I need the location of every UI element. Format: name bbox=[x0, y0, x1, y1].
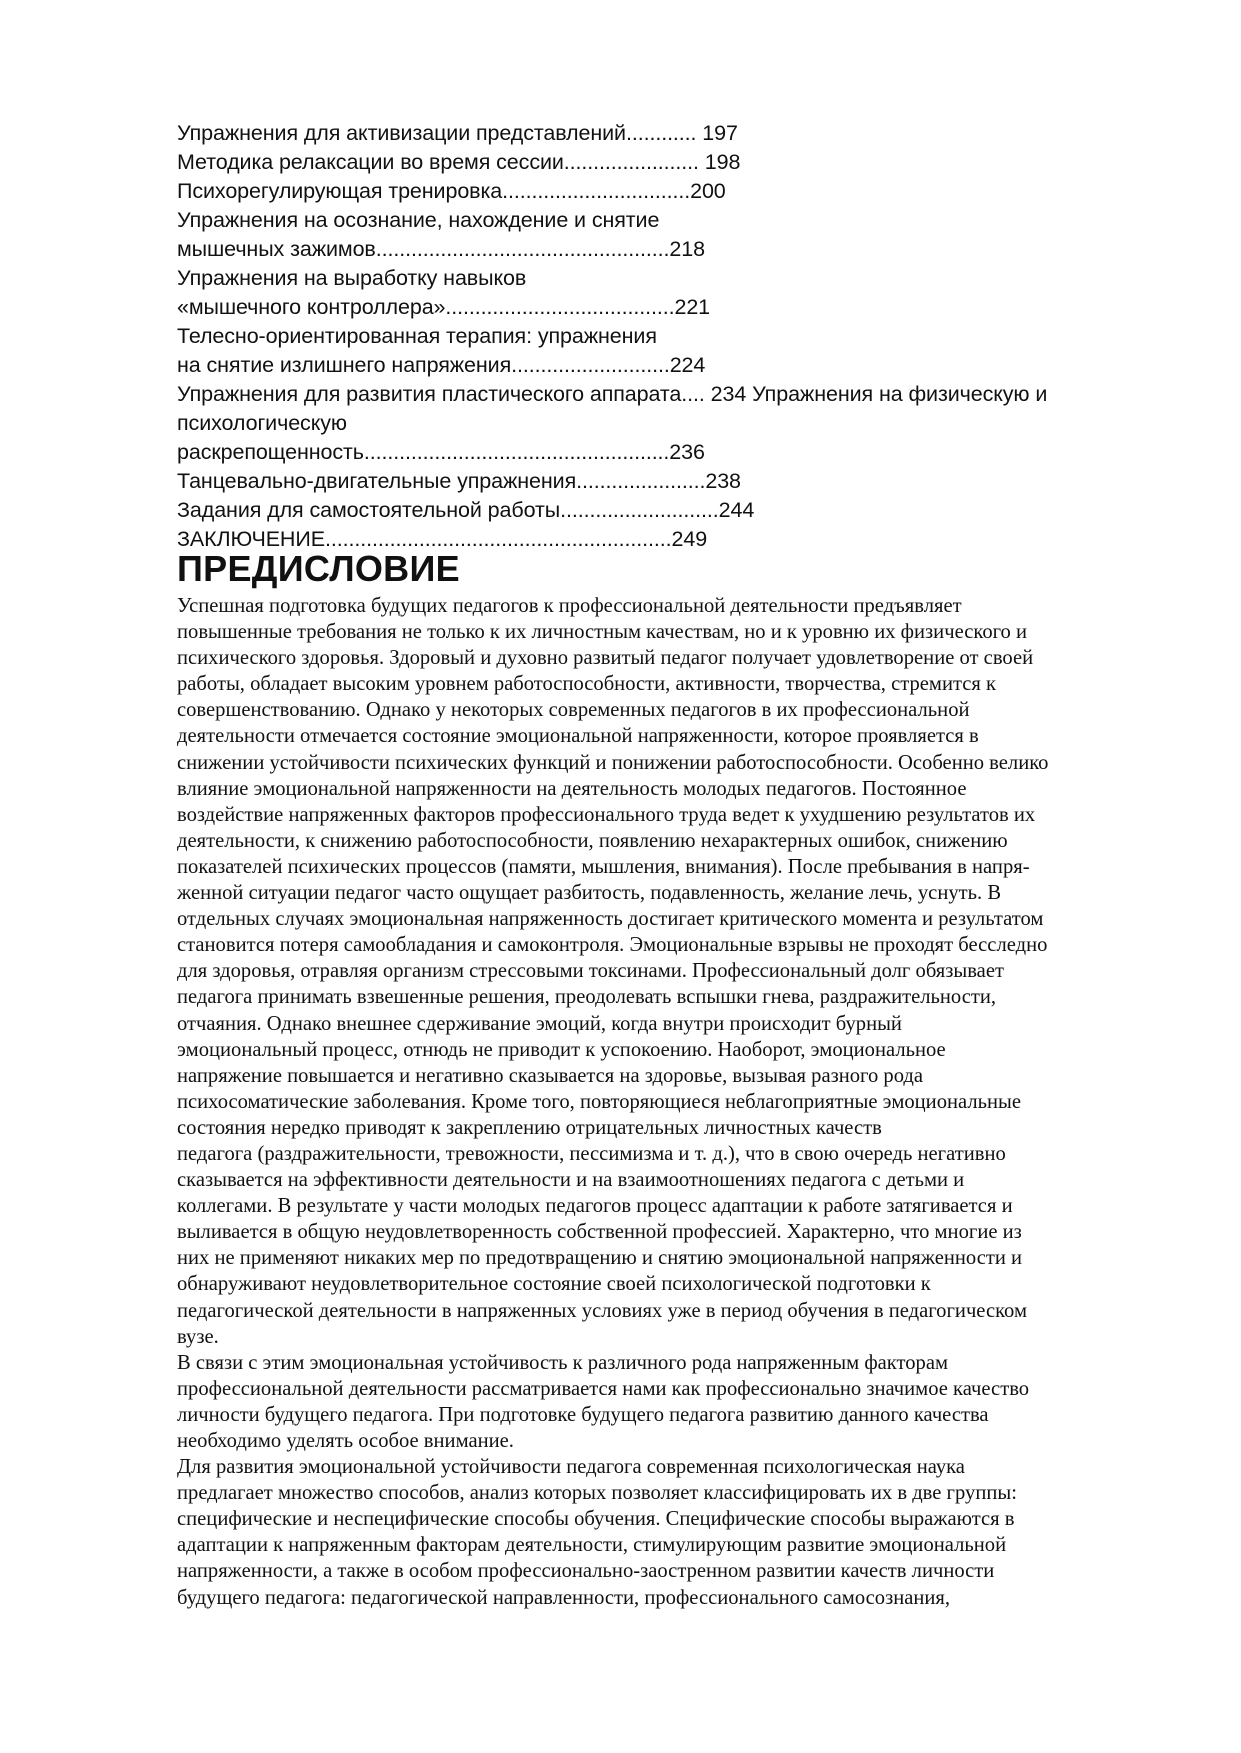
toc-entry: Упражнения для активизации представлений............ 197 bbox=[177, 121, 738, 145]
toc-entry: Задания для самостоятельной работы...........................244 bbox=[177, 498, 755, 522]
body-line: повышенные требования не только к их личностным качествам, но и к уровню их физического и bbox=[177, 621, 1028, 644]
body-line: обнаруживают неудовлетворительное состояние своей психологической подготовки к bbox=[177, 1273, 931, 1296]
body-line: выливается в общую неудовлетворенность собственной профессией. Характерно, что многие из bbox=[177, 1221, 1022, 1244]
toc-entry: Упражнения для развития пластического аппарата.... 234 Упражнения на физическую и bbox=[177, 382, 1048, 406]
body-line: становится потеря самообладания и самоконтроля. Эмоциональные взрывы не проходят бесследно bbox=[177, 934, 1048, 957]
body-line: влияние эмоциональной напряженности на деятельность молодых педагогов. Постоянное bbox=[177, 777, 967, 800]
body-line: состояния нередко приводят к закреплению отрицательных личностных качеств bbox=[177, 1116, 882, 1139]
toc-entry: Упражнения на выработку навыков bbox=[177, 266, 527, 290]
toc-entry: «мышечного контроллера».......................................221 bbox=[177, 295, 711, 319]
body-line: совершенствованию. Однако у некоторых современных педагогов в их профессиональной bbox=[177, 699, 970, 722]
body-line: напряжение повышается и негативно сказывается на здоровье, вызывая разного рода bbox=[177, 1064, 924, 1087]
body-line: педагога принимать взвешенные решения, преодолевать вспышки гнева, раздражительности, bbox=[177, 986, 997, 1009]
toc-entry: раскрепощенность....................................................236 bbox=[177, 440, 705, 464]
body-line: необходимо уделять особое внимание. bbox=[177, 1430, 514, 1452]
body-line: деятельности отмечается состояние эмоциональной напряженности, которое проявляется в bbox=[177, 725, 979, 748]
body-line: педагогической деятельности в напряженных условиях уже в период обучения в педагогическом bbox=[177, 1299, 1027, 1322]
body-line: воздействие напряженных факторов профессионального труда ведет к ухудшению результатов их bbox=[177, 803, 1036, 826]
body-line: психического здоровья. Здоровый и духовно развитый педагог получает удовлетворение от своей bbox=[177, 647, 1034, 670]
toc-entry: мышечных зажимов..................................................218 bbox=[177, 237, 705, 261]
body-line: них не применяют никаких мер по предотвращению и снятию эмоциональной напряженности и bbox=[177, 1247, 1023, 1270]
body-line: Успешная подготовка будущих педагогов к профессиональной деятельности предъявляет bbox=[177, 595, 962, 617]
body-line: психосоматические заболевания. Кроме того, повторяющиеся неблагоприятные эмоциональные bbox=[177, 1090, 1022, 1113]
body-line: снижении устойчивости психических функций и понижении работоспособности. Особенно велико bbox=[177, 751, 1049, 774]
body-line: деятельности, к снижению работоспособности, появлению нехарактерных ошибок, снижению bbox=[177, 829, 1008, 852]
preface-title: ПРЕДИСЛОВИЕ bbox=[177, 548, 460, 589]
toc-entry: психологическую bbox=[177, 411, 347, 435]
body-line: специфические и неспецифические способы обучения. Специфические способы выражаются в bbox=[177, 1508, 1015, 1531]
body-line: Для развития эмоциональной устойчивости педагога современная психологическая наука bbox=[177, 1456, 965, 1479]
body-line: эмоциональный процесс, отнюдь не приводит к успокоению. Наоборот, эмоциональное bbox=[177, 1038, 946, 1061]
body-line: показателей психических процессов (памяти, мышления, внимания). После пребывания в напря- bbox=[177, 855, 1030, 878]
preface-body bbox=[177, 593, 1177, 1611]
body-line: вузе. bbox=[177, 1325, 219, 1348]
body-line: адаптации к напряженным факторам деятельности, стимулирующим развитие эмоциональной bbox=[177, 1534, 1007, 1557]
body-line: коллегами. В результате у части молодых педагогов процесс адаптации к работе затягивается и bbox=[177, 1195, 1013, 1218]
body-line: женной ситуации педагог часто ощущает разбитость, подавленность, желание лечь, уснуть. В bbox=[177, 882, 1002, 905]
body-line: для здоровья, отравляя организм стрессовыми токсинами. Профессиональный долг обязывает bbox=[177, 960, 1004, 983]
body-line: отчаяния. Однако внешнее сдерживание эмоций, когда внутри происходит бурный bbox=[177, 1012, 902, 1035]
body-line: предлагает множество способов, анализ которых позволяет классифицировать их в две группы: bbox=[177, 1482, 1017, 1505]
toc-entry: на снятие излишнего напряжения...........................224 bbox=[177, 353, 706, 377]
body-line: педагога (раздражительности, тревожности, пессимизма и т. д.), что в свою очередь негативно bbox=[177, 1142, 1006, 1165]
body-line: профессиональной деятельности рассматривается нами как профессионально значимое качество bbox=[177, 1377, 1030, 1400]
body-line: личности будущего педагога. При подготовке будущего педагога развитию данного качества bbox=[177, 1403, 989, 1426]
body-line: В связи с этим эмоциональная устойчивость к различного рода напряженным факторам bbox=[177, 1351, 949, 1374]
body-line: напряженности, а также в особом профессионально-заостренном развитии качеств личности bbox=[177, 1560, 995, 1583]
toc-entry: Психорегулирующая тренировка................................200 bbox=[177, 179, 726, 203]
toc-entry: Методика релаксации во время сессии....................... 198 bbox=[177, 150, 741, 174]
toc-entry: Телесно-ориентированная терапия: упражнения bbox=[177, 324, 657, 348]
toc-entry: ЗАКЛЮЧЕНИЕ...........................................................249 bbox=[177, 527, 708, 551]
toc-entry: Танцевально-двигательные упражнения......................238 bbox=[177, 469, 741, 493]
body-line: работы, обладает высоким уровнем работоспособности, активности, творчества, стремится к bbox=[177, 673, 996, 696]
body-line: сказывается на эффективности деятельности и на взаимоотношениях педагога с детьми и bbox=[177, 1169, 965, 1192]
table-of-contents bbox=[177, 119, 1137, 554]
toc-entry: Упражнения на осознание, нахождение и снятие bbox=[177, 208, 660, 232]
body-line: будущего педагога: педагогической направленности, профессионального самосознания, bbox=[177, 1586, 951, 1609]
body-line: отдельных случаях эмоциональная напряженность достигает критического момента и результатом bbox=[177, 908, 1044, 931]
